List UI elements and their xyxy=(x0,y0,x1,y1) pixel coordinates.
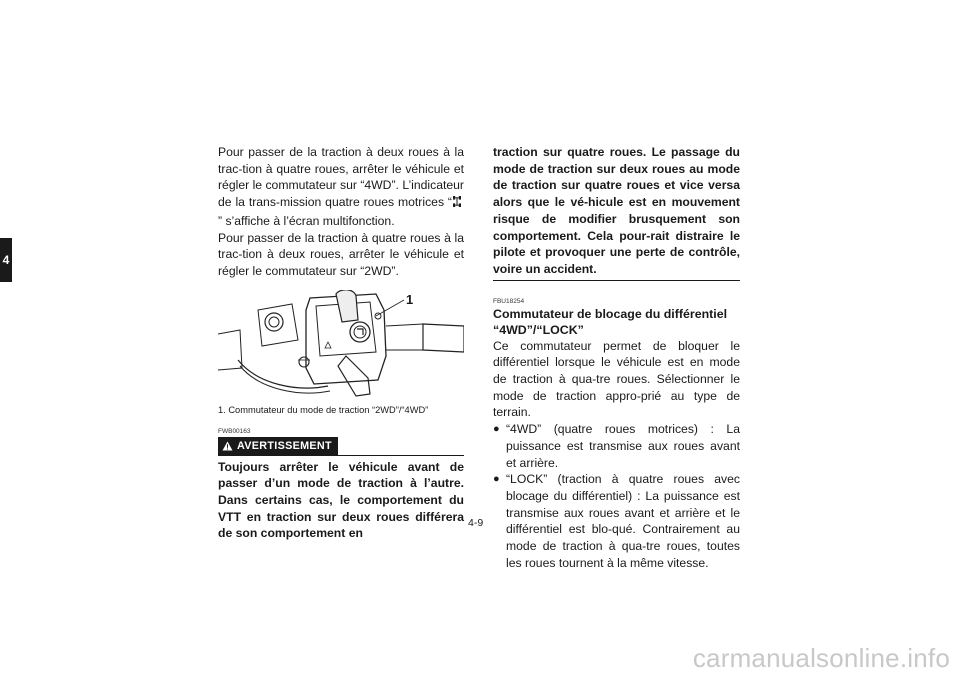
warning-text-start: Toujours arrêter le véhicule avant de passer d’un mode de traction à l’autre. Dans certains cas, le comportement du VTT en traction sur deux roues différera de son comportement en xyxy=(218,459,464,541)
switch-figure xyxy=(218,290,464,404)
list-item xyxy=(493,421,740,471)
chapter-number: 4 xyxy=(2,253,10,267)
bullet-icon: ● xyxy=(493,473,500,486)
list-item-text: “LOCK” (traction à quatre roues avec blocage du différentiel) : La puissance est transmise aux roues avant et arrière et le différentiel est blo-qué. Contrairement au mode de traction à qua-tre roues, toutes les roues tournent à la même vitesse. xyxy=(506,472,740,570)
paragraph-text-b: ” s’affiche à l’écran multifonction. xyxy=(218,213,395,228)
page-number: 4-9 xyxy=(468,517,484,529)
section-heading-line1: Commutateur de blocage du différentiel xyxy=(493,306,728,321)
bullet-icon: ● xyxy=(493,423,500,436)
paragraph-text-a: Pour passer de la traction à deux roues à la trac-tion à quatre roues, arrêter le véhicule et régler le commutateur sur “4WD”. L’indicateur de la trans-mission quatre roues motrices “ xyxy=(218,145,464,210)
section-heading-line2: “4WD”/“LOCK” xyxy=(493,322,584,337)
section-reference-code: FBU18254 xyxy=(493,297,525,305)
warning-triangle-icon xyxy=(222,441,233,451)
paragraph-4wd-to-2wd: Pour passer de la traction à quatre roues à la trac-tion à deux roues, arrêter le véhicule et régler le commutateur sur “2WD”. xyxy=(218,230,464,278)
list-item xyxy=(493,471,740,571)
site-watermark: carmanualsonline.info xyxy=(692,643,950,673)
left-column xyxy=(218,144,464,542)
handlebar-switch-illustration xyxy=(218,290,464,404)
warning-label: AVERTISSEMENT xyxy=(237,439,332,452)
warning-reference-code: FWB00163 xyxy=(218,427,251,435)
right-column xyxy=(493,144,740,571)
paragraph-2wd-to-4wd xyxy=(218,144,464,230)
warning-text-end: traction sur quatre roues. Le passage du mode de traction sur deux roues au mode de traction sur quatre roues et vice versa alors que le vé-hicule est en mouvement risque de modifier brusquement son comportement. Cela pour-rait distraire le pilote et provoquer une perte de contrôle, voire un accident. xyxy=(493,145,740,276)
4wd-indicator-icon xyxy=(452,195,464,213)
figure-caption: 1. Commutateur du mode de traction “2WD”/“4WD” xyxy=(218,404,429,415)
warning-badge xyxy=(218,437,338,456)
warning-bottom-rule xyxy=(493,280,740,281)
section-intro: Ce commutateur permet de bloquer le différentiel lorsque le véhicule est en mode de traction à qua-tre roues. Sélectionner le mode de traction appro-prié au type de terrain. xyxy=(493,338,740,420)
figure-callout-number: 1 xyxy=(406,291,414,307)
list-item-text: “4WD” (quatre roues motrices) : La puissance est transmise aux roues avant et arrière. xyxy=(506,422,740,470)
chapter-tab xyxy=(0,238,12,282)
